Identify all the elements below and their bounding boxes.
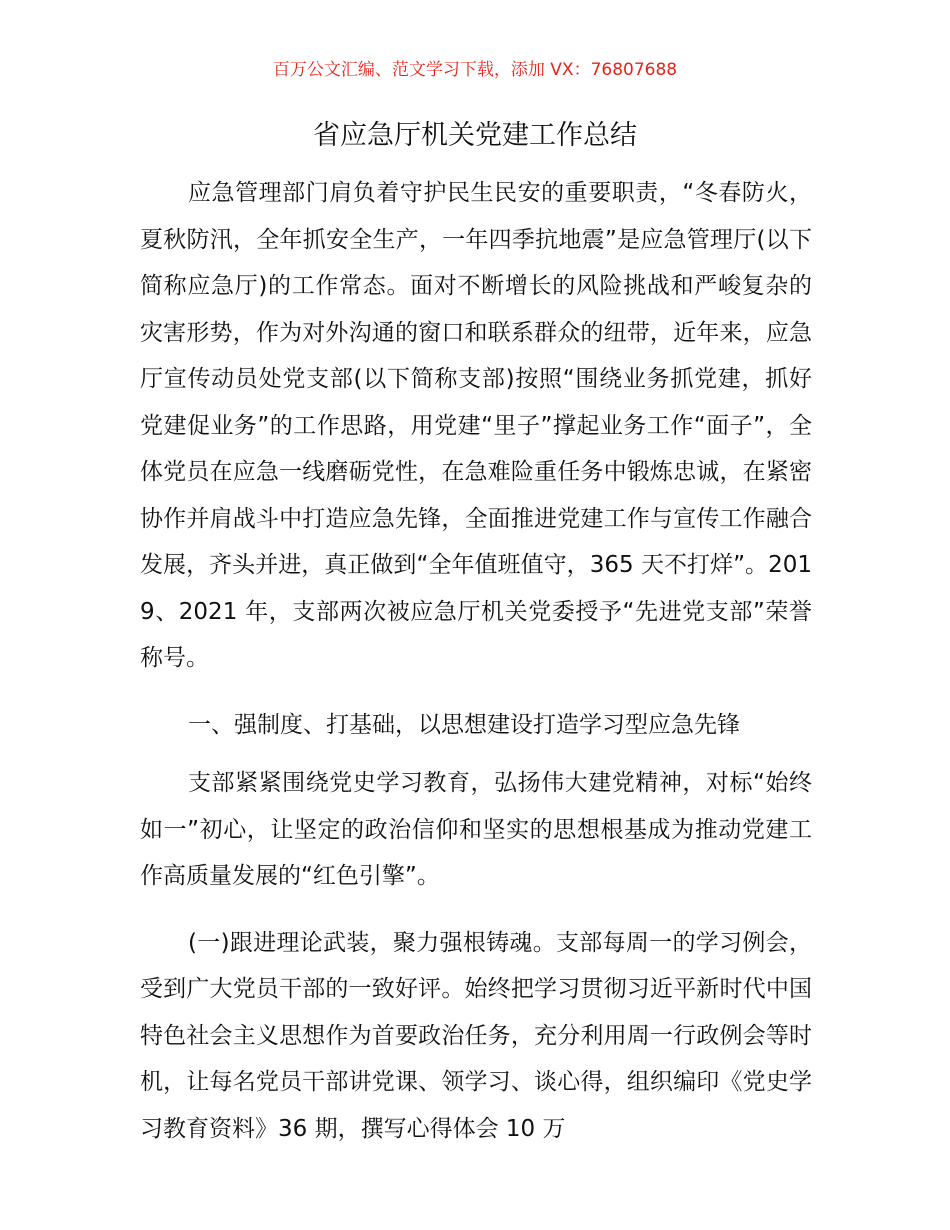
header-watermark-note: 百万公文汇编、范文学习下载，添加 VX：76807688	[272, 60, 678, 80]
paragraph-subsection-1: (一)跟进理论武装，聚力强根铸魂。支部每周一的学习例会，受到广大党员干部的一致好评。始终把学习贯彻习近平新时代中国特色社会主义思想作为首要政治任务，充分利用周一行政例会等时机，让每名党员干部讲党课、领学习、谈心得，组织编印《党史学习教育资料》36 期，撰写心得体会 10 万	[140, 929, 812, 1142]
section-heading-1: 一、强制度、打基础，以思想建设打造学习型应急先锋	[188, 711, 740, 738]
paragraph-section-1-intro: 支部紧紧围绕党史学习教育，弘扬伟大建党精神，对标“始终如一”初心，让坚定的政治信仰和坚实的思想根基成为推动党建工作高质量发展的“红色引擎”。	[140, 770, 812, 889]
document-title: 省应急厅机关党建工作总结	[313, 120, 637, 151]
paragraph-intro: 应急管理部门肩负着守护民生民安的重要职责，“冬春防火，夏秋防汛，全年抓安全生产，一年四季抗地震”是应急管理厅(以下简称应急厅)的工作常态。面对不断增长的风险挑战和严峻复杂的灾害形势，作为对外沟通的窗口和联系群众的纽带，近年来，应急厅宣传动员处党支部(以下简称支部)按照“围绕业务抓党建，抓好党建促业务”的工作思路，用党建“里子”撑起业务工作“面子”，全体党员在应急一线磨砺党性，在急难险重任务中锻炼忠诚，在紧密协作并肩战斗中打造应急先锋，全面推进党建工作与宣传工作融合发展，齐头并进，真正做到“全年值班值守，365 天不打烊”。2019、2021 年，支部两次被应急厅机关党委授予“先进党支部”荣誉称号。	[140, 180, 812, 671]
document-body	[140, 170, 812, 1172]
